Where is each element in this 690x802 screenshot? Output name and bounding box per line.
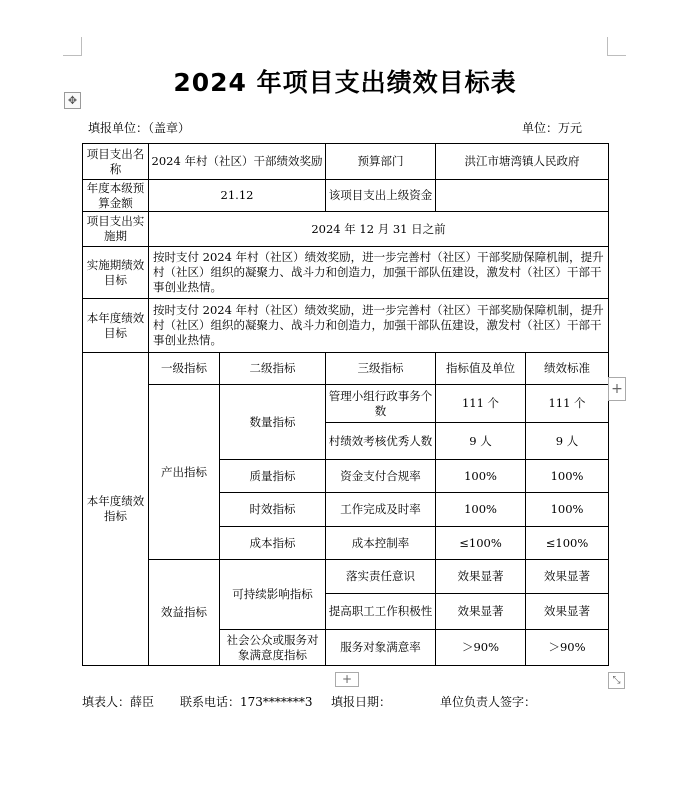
table-row-standard[interactable]: ≤100% <box>526 527 609 560</box>
indicators-label: 本年度绩效指标 <box>83 353 149 666</box>
header-level2: 二级指标 <box>220 353 326 385</box>
budget-dept-value[interactable]: 洪江市塘湾镇人民政府 <box>436 144 609 180</box>
leader-signature-label: 单位负责人签字： <box>440 695 537 709</box>
header-value: 指标值及单位 <box>436 353 526 385</box>
page-title: 2024 年项目支出绩效目标表 <box>173 68 517 97</box>
table-row-l3[interactable]: 落实责任意识 <box>326 560 436 594</box>
level1-benefit: 效益指标 <box>149 560 220 666</box>
table-row-standard[interactable]: ＞90% <box>526 630 609 666</box>
table-row-standard[interactable]: 111 个 <box>526 385 609 423</box>
table-row-value[interactable]: ＞90% <box>436 630 526 666</box>
level1-output: 产出指标 <box>149 385 220 560</box>
annual-budget-value[interactable]: 21.12 <box>149 180 326 212</box>
project-name-label: 项目支出名称 <box>83 144 149 180</box>
table-row-value[interactable]: 100% <box>436 493 526 527</box>
project-name-value[interactable]: 2024 年村（社区）干部绩效奖励 <box>149 144 326 180</box>
table-row-l3[interactable]: 成本控制率 <box>326 527 436 560</box>
table-row-l3[interactable]: 资金支付合规率 <box>326 460 436 493</box>
crop-mark-top-left <box>63 37 82 56</box>
table-row-l3[interactable]: 村绩效考核优秀人数 <box>326 423 436 460</box>
level2-satisfaction: 社会公众或服务对象满意度指标 <box>220 630 326 666</box>
table-row-value[interactable]: 100% <box>436 460 526 493</box>
phone-label: 联系电话：173*******3 <box>180 695 313 709</box>
add-column-button[interactable]: + <box>608 377 626 401</box>
date-label: 填报日期： <box>331 695 392 709</box>
year-goal-value[interactable]: 按时支付 2024 年村（社区）绩效奖励，进一步完善村（社区）干部奖励保障机制，提升村（社区）组织的凝聚力、战斗力和创造力，加强干部队伍建设，激发村（社区）干部干事创业热情。 <box>149 299 609 353</box>
year-goal-label: 本年度绩效目标 <box>83 299 149 353</box>
level2-timeliness: 时效指标 <box>220 493 326 527</box>
table-row-l3[interactable]: 提高职工工作积极性 <box>326 594 436 630</box>
annual-budget-label: 年度本级预算金额 <box>83 180 149 212</box>
table-row-value[interactable]: ≤100% <box>436 527 526 560</box>
table-row-standard[interactable]: 9 人 <box>526 423 609 460</box>
table-row-value[interactable]: 111 个 <box>436 385 526 423</box>
table-row-value[interactable]: 9 人 <box>436 423 526 460</box>
header-level1: 一级指标 <box>149 353 220 385</box>
header-level3: 三级指标 <box>326 353 436 385</box>
superior-funds-label: 该项目支出上级资金 <box>326 180 436 212</box>
level2-quantity: 数量指标 <box>220 385 326 460</box>
table-row-standard[interactable]: 100% <box>526 460 609 493</box>
budget-dept-label: 预算部门 <box>326 144 436 180</box>
performance-target-table <box>82 143 609 666</box>
table-row-l3[interactable]: 服务对象满意率 <box>326 630 436 666</box>
filler-label: 填表人：薛臣 <box>82 695 155 709</box>
table-row-l3[interactable]: 管理小组行政事务个数 <box>326 385 436 423</box>
period-value[interactable]: 2024 年 12 月 31 日之前 <box>149 212 609 247</box>
period-goal-value[interactable]: 按时支付 2024 年村（社区）绩效奖励，进一步完善村（社区）干部奖励保障机制，提升村（社区）组织的凝聚力、战斗力和创造力，加强干部队伍建设，激发村（社区）干部干事创业热情。 <box>149 247 609 299</box>
table-row-standard[interactable]: 效果显著 <box>526 560 609 594</box>
table-row-value[interactable]: 效果显著 <box>436 560 526 594</box>
period-label: 项目支出实施期 <box>83 212 149 247</box>
crop-mark-top-right <box>607 37 626 56</box>
table-row-l3[interactable]: 工作完成及时率 <box>326 493 436 527</box>
period-goal-label: 实施期绩效目标 <box>83 247 149 299</box>
table-row-standard[interactable]: 100% <box>526 493 609 527</box>
table-row-standard[interactable]: 效果显著 <box>526 594 609 630</box>
table-resize-icon[interactable]: ⤡ <box>608 672 625 689</box>
level2-quality: 质量指标 <box>220 460 326 493</box>
superior-funds-value[interactable] <box>436 180 609 212</box>
unit-label: 单位：万元 <box>522 121 583 135</box>
level2-cost: 成本指标 <box>220 527 326 560</box>
add-row-button[interactable]: + <box>335 672 359 687</box>
level2-sustainability: 可持续影响指标 <box>220 560 326 630</box>
header-standard: 绩效标准 <box>526 353 609 385</box>
filling-unit-label: 填报单位：（盖章） <box>88 121 191 135</box>
table-move-handle-icon[interactable]: ✥ <box>64 92 81 109</box>
table-row-value[interactable]: 效果显著 <box>436 594 526 630</box>
